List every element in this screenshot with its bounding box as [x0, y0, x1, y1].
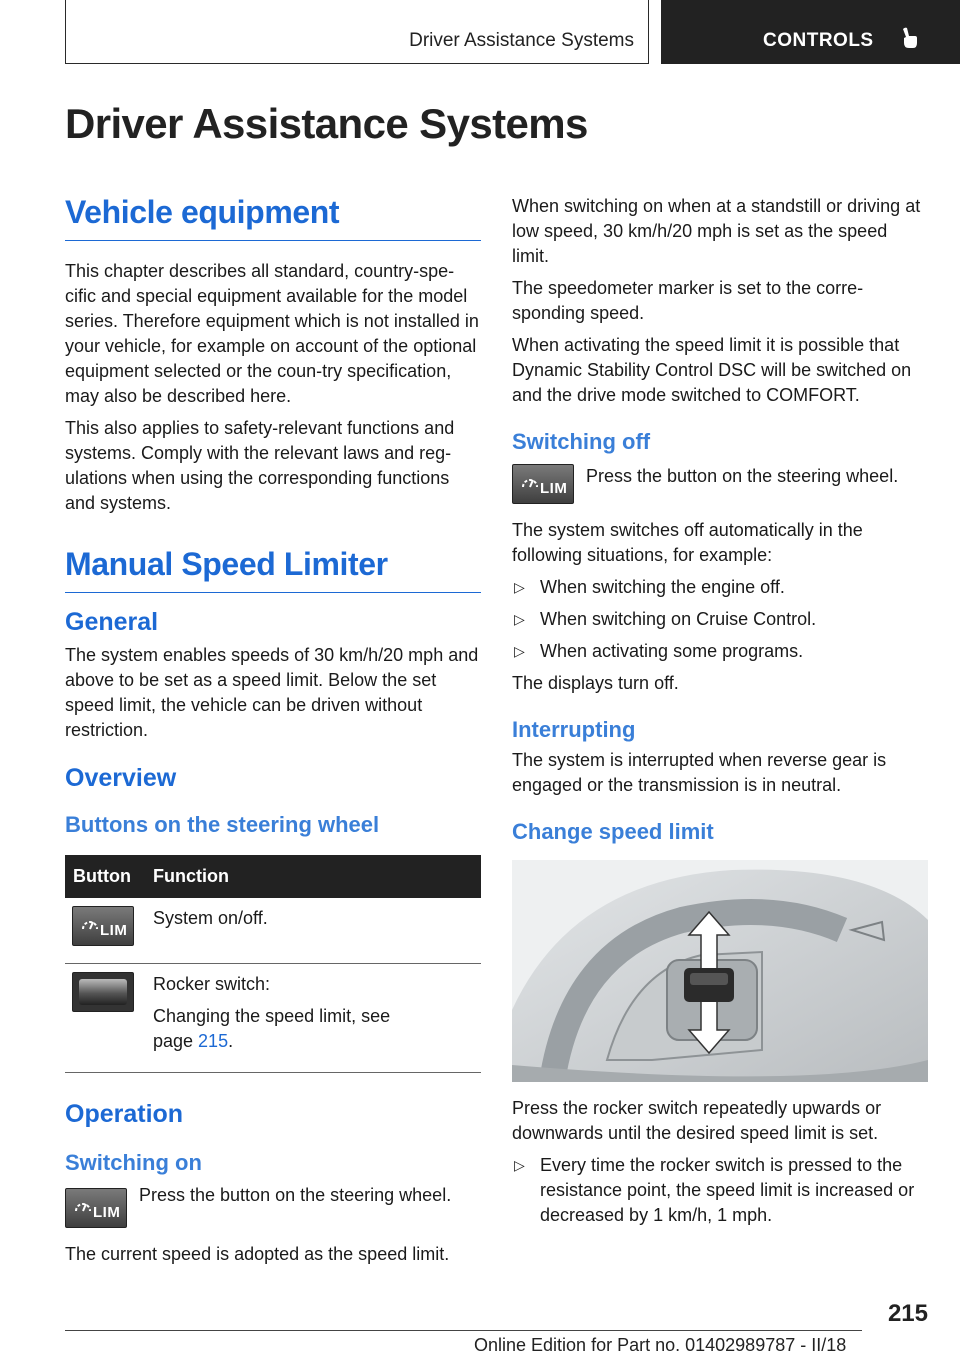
steering-wheel-rocker-switch-photo: [512, 860, 928, 1082]
header-controls-tab[interactable]: [661, 0, 960, 64]
lim-button-icon: [512, 464, 574, 504]
switching-off-row: [512, 464, 928, 504]
triangle-bullet-icon: ▷: [514, 1157, 525, 1173]
page-link[interactable]: 215: [198, 1031, 229, 1051]
paragraph: The system is interrupted when reverse gear is engaged or the transmission is in neutral.: [512, 750, 887, 795]
triangle-bullet-icon: ▷: [514, 611, 525, 627]
left-column: [65, 192, 481, 1274]
lim-button-icon: [65, 1188, 127, 1228]
paragraph: Press the rocker switch repeatedly upwards or downwards until the desired speed limit is set.: [512, 1098, 882, 1143]
rocker-switch-icon: [72, 972, 134, 1012]
page-suffix: .: [228, 1031, 234, 1051]
switching-off-instruction: Press the button on the steering wheel.: [586, 466, 899, 486]
paragraph: The system switches off automatically in the following situations, for example:: [512, 520, 863, 565]
column-header-button: Button: [65, 855, 145, 898]
footer-divider: [65, 1330, 862, 1331]
list-item: ▷ When switching on Cruise Control.: [512, 607, 928, 632]
lim-button-icon: [72, 906, 134, 946]
column-header-function: Function: [145, 855, 481, 898]
page-title: Driver Assistance Systems: [65, 100, 588, 147]
heading-buttons-steering-wheel: Buttons on the steering wheel: [65, 812, 380, 837]
change-speed-list: [512, 1153, 928, 1228]
rocker-switch-desc: [153, 1004, 473, 1054]
rocker-switch-desc-text: Changing the speed limit, see: [153, 1006, 391, 1026]
heading-operation: Operation: [65, 1100, 184, 1128]
page-number: 215: [887, 1300, 928, 1327]
paragraph: The system enables speeds of 30 km/h/20 mph and above to be set as a speed limit. Below the set speed limit, the vehicle can be driven without restriction.: [65, 645, 479, 740]
triangle-bullet-icon: ▷: [514, 579, 525, 595]
paragraph: The displays turn off.: [512, 673, 679, 693]
header-section-title: Driver Assistance Systems: [409, 30, 634, 51]
buttons-table: [65, 855, 481, 1073]
switch-off-list: [512, 575, 928, 664]
table-row: [65, 898, 481, 964]
lim-label: LIM: [93, 1204, 121, 1221]
page-prefix: page: [153, 1031, 199, 1051]
paragraph: The speedometer marker is set to the corre-sponding speed.: [512, 278, 864, 323]
heading-manual-speed-limiter: Manual Speed Limiter: [65, 544, 481, 593]
switching-on-row: [65, 1183, 481, 1228]
header-section-box: [65, 0, 649, 64]
heading-interrupting: Interrupting: [512, 717, 636, 742]
right-column: [512, 194, 928, 1235]
heading-general: General: [65, 608, 159, 636]
heading-change-speed-limit: Change speed limit: [512, 819, 714, 844]
list-item: ▷ When switching the engine off.: [512, 575, 928, 600]
table-cell-function: [145, 964, 481, 1073]
list-item: ▷ When activating some programs.: [512, 639, 928, 664]
lim-label: LIM: [100, 922, 128, 939]
table-header-row: [65, 855, 481, 898]
paragraph: This chapter describes all standard, country-spe-cific and special equipment available for the model series. Therefore equipment which is not installed in your vehicle, for example on account of the optional equipment selected or the coun-try specification, may also be described here.: [65, 261, 479, 406]
table-row: [65, 964, 481, 1073]
paragraph: When activating the speed limit it is possible that Dynamic Stability Control DSC will be switched on and the drive mode switched to COMFORT.: [512, 335, 912, 405]
rocker-switch-label: Rocker switch:: [153, 974, 271, 994]
paragraph: The current speed is adopted as the speed limit.: [65, 1244, 450, 1264]
heading-switching-off: Switching off: [512, 429, 651, 454]
hand-pointer-icon: [898, 27, 920, 56]
heading-overview: Overview: [65, 764, 177, 792]
paragraph: When switching on when at a standstill or driving at low speed, 30 km/h/20 mph is set as the speed limit.: [512, 196, 921, 266]
heading-switching-on: Switching on: [65, 1150, 202, 1175]
table-cell-function: System on/off.: [145, 898, 481, 964]
switching-on-instruction: Press the button on the steering wheel.: [139, 1185, 452, 1205]
heading-vehicle-equipment: Vehicle equipment: [65, 192, 481, 241]
paragraph: This also applies to safety-relevant functions and systems. Comply with the relevant laws and reg-ulations when using the corresponding functions and systems.: [65, 418, 455, 513]
footer-edition: Online Edition for Part no. 01402989787 - II/18: [474, 1335, 847, 1355]
list-item: ▷ Every time the rocker switch is pressed to the resistance point, the speed limit is increased or decreased by 1 km/h, 1 mph.: [514, 1155, 915, 1225]
triangle-bullet-icon: ▷: [514, 643, 525, 659]
header-tab-label: CONTROLS: [763, 30, 874, 51]
lim-label: LIM: [540, 480, 568, 497]
